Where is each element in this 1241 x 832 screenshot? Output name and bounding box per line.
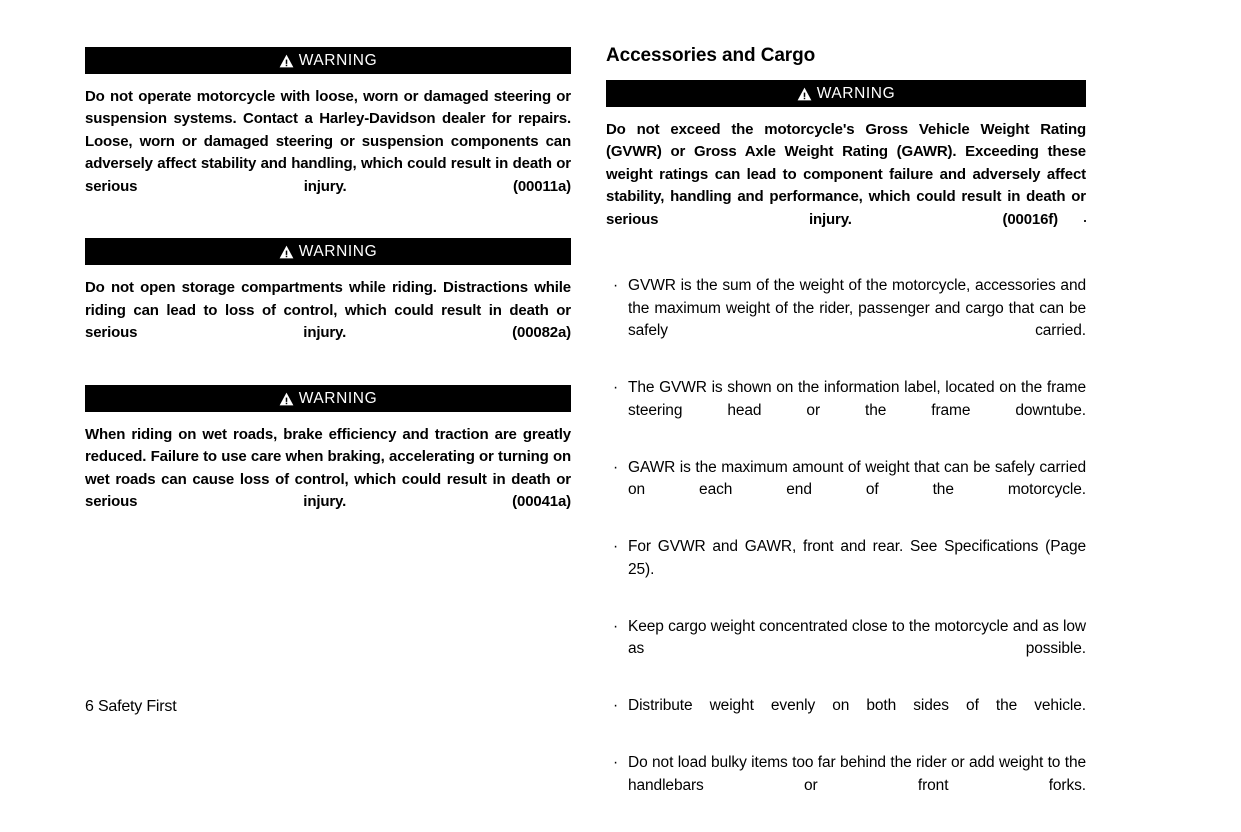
warning-banner-accessories <box>606 80 1086 107</box>
list-item-text: GVWR is the sum of the weight of the motorcycle, accessories and the maximum weight of the rider, passenger and cargo that can be safely carried. <box>628 277 1086 340</box>
warning-banner-label: WARNING <box>298 51 378 69</box>
list-item <box>606 616 1086 684</box>
list-item <box>606 275 1086 365</box>
warning-body-accessories <box>606 119 1086 253</box>
warning-body-2: Do not open storage compartments while riding. Distractions while riding can lead to loss of control, which could result in death or serious injury. (00082a) <box>85 279 571 342</box>
warning-banner-label: WARNING <box>816 84 896 102</box>
bullet-marker-icon: · <box>613 697 619 715</box>
list-item <box>606 695 1086 740</box>
warning-body-text: Do not exceed the motorcycle's Gross Vehicle Weight Rating (GVWR) or Gross Axle Weight Rating (GAWR). Exceeding these weight ratings can lead to component failure and adversely affect stability, handling and performance, which could result in death or serious injury. (00016f) <box>606 121 1086 228</box>
bullet-marker-icon: · <box>613 277 619 295</box>
list-item <box>606 377 1086 445</box>
page-footer: 6 Safety First <box>85 698 177 715</box>
list-item-text: Do not load bulky items too far behind the rider or add weight to the handlebars or front forks. <box>628 754 1086 794</box>
bullet-marker-icon: · <box>613 379 619 397</box>
warning-triangle-icon <box>279 54 294 68</box>
warning-triangle-icon <box>279 245 294 259</box>
stray-speck <box>1084 220 1086 222</box>
warning-banner-label: WARNING <box>298 389 378 407</box>
warning-banner-1 <box>85 47 571 74</box>
accessories-bullet-list <box>606 275 1086 820</box>
left-column <box>85 0 571 536</box>
bullet-marker-icon: · <box>613 617 619 635</box>
warning-triangle-icon <box>279 392 294 406</box>
right-column <box>606 0 1086 832</box>
list-item <box>606 752 1086 820</box>
bullet-marker-icon: · <box>613 538 619 556</box>
list-item <box>606 536 1086 604</box>
warning-banner-2 <box>85 238 571 265</box>
list-item-text: GAWR is the maximum amount of weight that can be safely carried on each end of the motorcycle. <box>628 458 1086 499</box>
list-item-text: The GVWR is shown on the information label, located on the frame steering head or the frame downtube. <box>628 379 1086 419</box>
list-item-text: For GVWR and GAWR, front and rear. See Specifications (Page 25). <box>628 538 1086 578</box>
warning-banner-3 <box>85 385 571 412</box>
warning-triangle-icon <box>797 87 812 101</box>
warning-block-3 <box>85 385 571 536</box>
bullet-marker-icon: · <box>613 458 619 476</box>
warning-banner-label: WARNING <box>298 243 378 261</box>
section-heading: Accessories and Cargo <box>606 45 816 66</box>
warning-block-accessories <box>606 80 1086 253</box>
warning-block-1 <box>85 47 571 220</box>
bullet-marker-icon: · <box>613 754 619 772</box>
list-item <box>606 457 1086 525</box>
warning-block-2 <box>85 238 571 367</box>
list-item-text: Distribute weight evenly on both sides of the vehicle. <box>628 697 1086 715</box>
list-item-text: Keep cargo weight concentrated close to the motorcycle and as low as possible. <box>628 617 1086 658</box>
warning-body-3: When riding on wet roads, brake efficiency and traction are greatly reduced. Failure to use care when braking, accelerating or turning on wet roads can cause loss of control, which could result in death or serious injury. (00041a) <box>85 426 571 511</box>
warning-body-1: Do not operate motorcycle with loose, worn or damaged steering or suspension systems. Contact a Harley-Davidson dealer for repairs. Loose, worn or damaged steering or suspension components can adversely affect stability and handling, which could result in death or serious injury. (00011a) <box>85 88 571 195</box>
